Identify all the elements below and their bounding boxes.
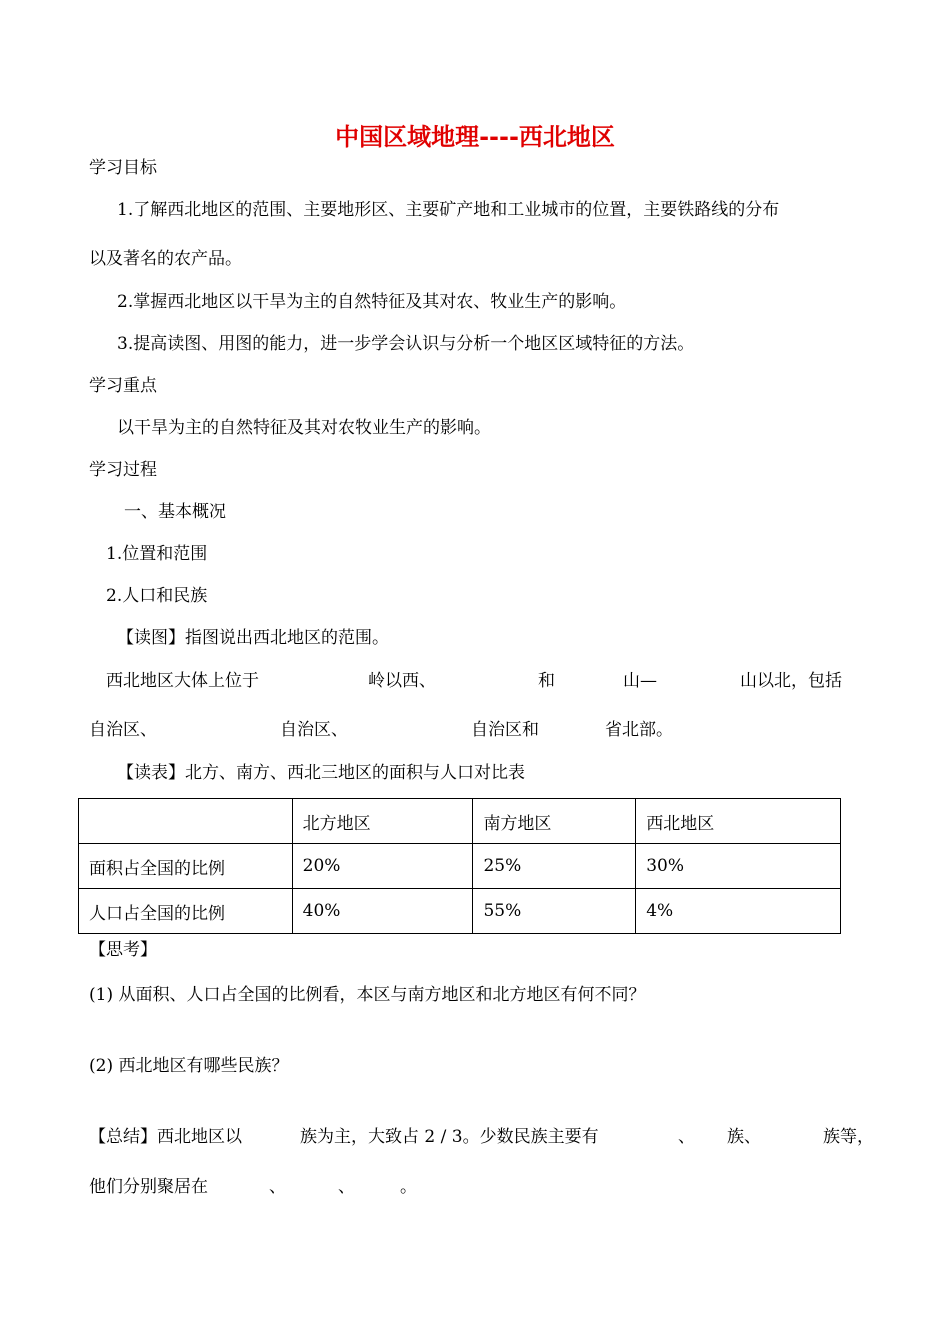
fill-line-1-a: 西北地区大体上位于 (106, 671, 259, 691)
fill-line-1-e: 山以北，包括 (740, 671, 842, 691)
think-question-2: (2) 西北地区有哪些民族？ (89, 1056, 289, 1076)
summary-line-1-a: 【总结】西北地区以 (89, 1127, 242, 1147)
fill-line-1-d: 山— (623, 671, 657, 691)
summary-line-2-b: 、 (269, 1177, 286, 1197)
table-cell: 30% (636, 844, 841, 889)
table-cell: 25% (473, 844, 636, 889)
table-header-cell: 北方地区 (292, 799, 473, 844)
objective-1-line-1: 1.了解西北地区的范围、主要地形区、主要矿产地和工业城市的位置，主要铁路线的分布 (117, 200, 780, 220)
focus-heading: 学习重点 (89, 376, 157, 396)
fill-line-2-b: 自治区、 (280, 720, 348, 740)
section-basic-overview: 一、基本概况 (124, 502, 226, 522)
summary-line-1-b: 族为主，大致占 2 / 3。少数民族主要有 (300, 1127, 599, 1147)
table-cell: 20% (292, 844, 473, 889)
subsection-population: 2.人口和民族 (106, 586, 208, 606)
summary-line-1-d: 族、 (727, 1127, 761, 1147)
summary-line-2-d: 。 (400, 1177, 417, 1197)
table-row (79, 889, 841, 934)
comparison-table (78, 798, 841, 934)
page-title: 中国区域地理----西北地区 (335, 123, 615, 151)
fill-line-1-c: 和 (538, 671, 555, 691)
read-table-caption: 【读表】北方、南方、西北三地区的面积与人口对比表 (117, 763, 525, 783)
table-header-row (79, 799, 841, 844)
table-row (79, 844, 841, 889)
summary-line-1-e: 族等， (823, 1127, 874, 1147)
focus-text: 以干旱为主的自然特征及其对农牧业生产的影响。 (117, 418, 491, 438)
table-header-cell (79, 799, 293, 844)
table-header-cell: 南方地区 (473, 799, 636, 844)
fill-line-2-d: 省北部。 (605, 720, 673, 740)
fill-line-2-a: 自治区、 (89, 720, 157, 740)
summary-line-1-c: 、 (678, 1127, 695, 1147)
objective-2: 2.掌握西北地区以干旱为主的自然特征及其对农、牧业生产的影响。 (117, 292, 627, 312)
subsection-location: 1.位置和范围 (106, 544, 208, 564)
summary-line-2-a: 他们分别聚居在 (89, 1177, 208, 1197)
objectives-heading: 学习目标 (89, 158, 157, 178)
summary-line-2-c: 、 (338, 1177, 355, 1197)
objective-3: 3.提高读图、用图的能力，进一步学会认识与分析一个地区区域特征的方法。 (117, 334, 695, 354)
table-cell: 40% (292, 889, 473, 934)
read-map-instruction: 【读图】指图说出西北地区的范围。 (117, 628, 389, 648)
table-cell: 面积占全国的比例 (79, 844, 293, 889)
fill-line-1-b: 岭以西、 (368, 671, 436, 691)
think-question-1: (1) 从面积、人口占全国的比例看，本区与南方地区和北方地区有何不同？ (89, 985, 646, 1005)
table-cell: 人口占全国的比例 (79, 889, 293, 934)
objective-1-line-2: 以及著名的农产品。 (89, 249, 242, 269)
think-heading: 【思考】 (89, 940, 157, 960)
table-header-cell: 西北地区 (636, 799, 841, 844)
table-cell: 55% (473, 889, 636, 934)
fill-line-2-c: 自治区和 (471, 720, 539, 740)
process-heading: 学习过程 (89, 460, 157, 480)
table-cell: 4% (636, 889, 841, 934)
